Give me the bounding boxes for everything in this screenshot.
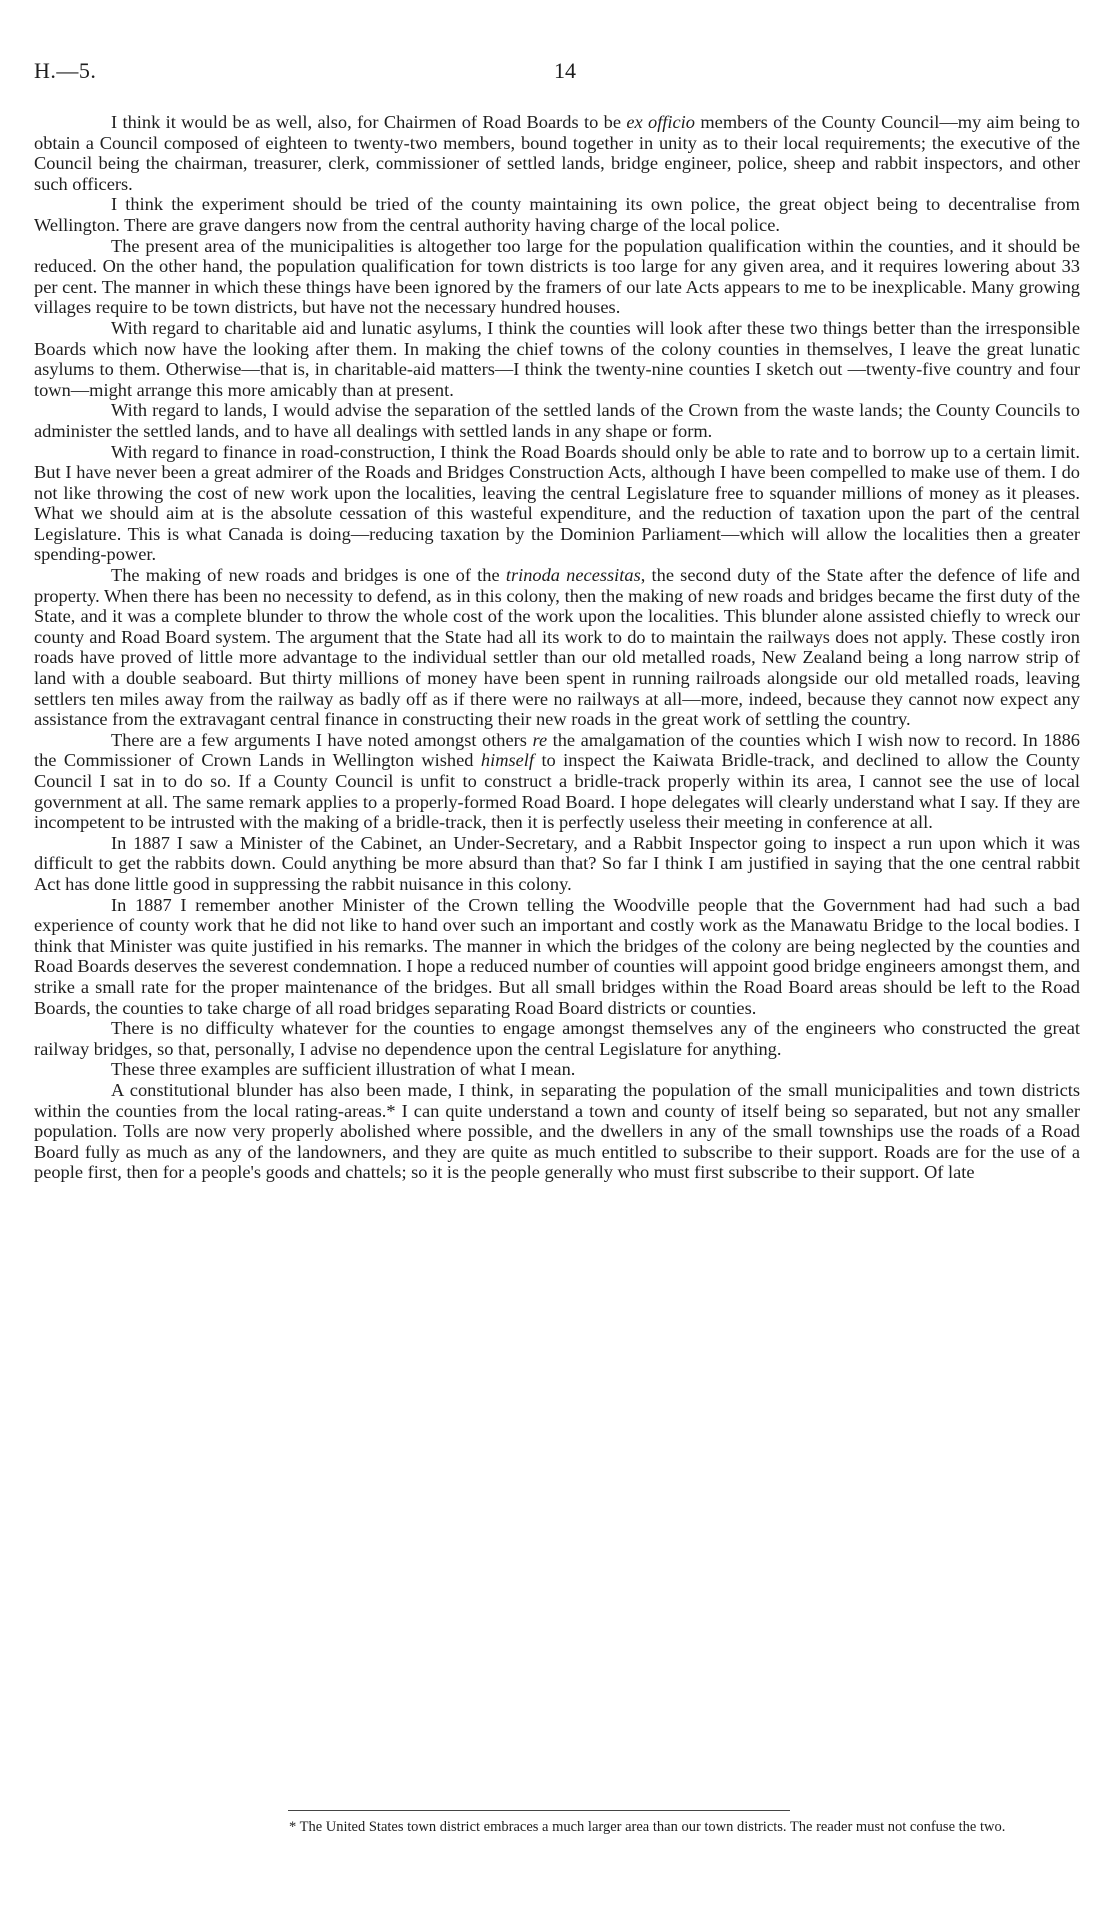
paragraph [34, 730, 1080, 833]
paragraph [34, 895, 1080, 1019]
paragraph [34, 112, 1080, 194]
document-reference: H.—5. [34, 58, 97, 83]
paragraph-text: to inspect the Kaiwata Bridle-track, and declined to allow the County Council I sat in to do so. If a County Council is unfit to construct a bridle-track properly within its area, I cannot see the use of local government at all. The same remark applies to a properly-formed Road Board. I hope delegates will clearly understand what I say. If they are incompetent to be intrusted with the making of a bridle-track, then it is perfectly useless their meeting in conference at all. [34, 750, 1080, 833]
paragraph [34, 400, 1080, 441]
footnote: * The United States town district embraces a much larger area than our town districts. The reader must not confuse the two. [289, 1819, 1006, 1835]
paragraph-text: The present area of the municipalities is altogether too large for the population qualification within the counties, and it should be reduced. On the other hand, the population qualification for town districts is too large for any given area, and it requires lowering about 33 per cent. The manner in which these things have been ignored by the framers of our late Acts appears to me to be inexplicable. Many growing villages require to be town districts, but have not the necessary hundred houses. [34, 235, 1080, 318]
paragraph [34, 1080, 1080, 1183]
paragraph [34, 318, 1080, 400]
italic-text: re [532, 729, 548, 750]
paragraph-text: There are a few arguments I have noted amongst others [111, 729, 533, 750]
paragraph-text: I think it would be as well, also, for Chairmen of Road Boards to be [111, 112, 627, 132]
italic-text: trinoda necessitas [505, 565, 641, 586]
paragraph-text: These three examples are sufficient illustration of what I mean. [111, 1059, 576, 1080]
italic-text: ex officio [626, 112, 695, 132]
paragraph-text: In 1887 I saw a Minister of the Cabinet, an Under-Secretary, and a Rabbit Inspector going to inspect a run upon which it was difficult to get the rabbits down. Could anything be more absurd than that? So far I think I am justified in saying that the one central rabbit Act has done little good in suppressing the rabbit nuisance in this colony. [34, 832, 1080, 894]
paragraph [34, 1018, 1080, 1059]
paragraph [34, 442, 1080, 566]
paragraph-text: With regard to charitable aid and lunatic asylums, I think the counties will look after these two things better than the irresponsible Boards which now have the looking after them. In making the chief towns of the colony counties in themselves, I leave the great lunatic asylums to them. Otherwise—that is, in charitable-aid matters—I think the twenty-nine counties I sketch out —twenty-five country and four town—might arrange this more amicably than at present. [34, 317, 1080, 400]
body-text [34, 112, 1080, 1183]
paragraph-text: The making of new roads and bridges is one of the [111, 565, 506, 586]
page-number: 14 [554, 58, 576, 83]
paragraph-text: With regard to finance in road-construction, I think the Road Boards should only be able to rate and to borrow up to a certain limit. But I have never been a great admirer of the Roads and Bridges Construction Acts, although I have been compelled to make use of them. I do not like throwing the cost of new work upon the localities, leaving the central Legislature free to squander millions of money as it pleases. What we should aim at is the absolute cessation of this wasteful expenditure, and the reduction of taxation upon the part of the central Legislature. This is what Canada is doing—reducing taxation by the Dominion Parliament—which will allow the localities then a greater spending-power. [34, 441, 1080, 565]
paragraph-text: I think the experiment should be tried of the county maintaining its own police, the great object being to decentralise from Wellington. There are grave dangers now from the central authority having charge of the local police. [34, 194, 1080, 235]
paragraph [34, 236, 1080, 318]
paragraph-text: A constitutional blunder has also been made, I think, in separating the population of the small municipalities and town districts within the counties from the local rating-areas.* I can quite understand a town and county of itself being so separated, but not any smaller population. Tolls are now very properly abolished where possible, and the dwellers in any of the small townships use the roads of a Road Board fully as much as any of the landowners, and they are quite as much entitled to subscribe to their support. Roads are for the use of a people first, then for a people's goods and chattels; so it is the people generally who must first subscribe to their support. Of late [34, 1079, 1080, 1183]
paragraph-text: , the second duty of the State after the defence of life and property. When there has been no necessity to defend, as in this colony, then the making of new roads and bridges became the first duty of the State, and it was a complete blunder to throw the whole cost of the work upon the localities. This blunder alone assisted chiefly to wreck our county and Road Board system. The argument that the State had all its work to do to maintain the railways does not apply. These costly iron roads have proved of little more advantage to the individual settler than our old metalled roads, New Zealand being a long narrow strip of land with a double seaboard. But thirty millions of money have been spent in running railroads alongside our old metalled roads, leaving settlers ten miles away from the railway as badly off as if there were no railways at all—more, indeed, because they cannot now expect any assistance from the extravagant central finance in constructing their new roads in the great work of settling the country. [34, 565, 1080, 730]
italic-text: himself [480, 750, 535, 771]
paragraph [34, 833, 1080, 895]
paragraph-text: the amalgamation of the counties which I wish now to record. In 1886 the Commissioner of Crown Lands in Wellington wished [34, 729, 1080, 771]
footnote-rule [288, 1810, 790, 1811]
paragraph-text: members of the County Council—my aim being to obtain a Council composed of eighteen to twenty-two members, bound together in unity as to their local requirements; the executive of the Council being the chairman, treasurer, clerk, commissioner of settled lands, bridge engineer, police, sheep and rabbit inspectors, and other such officers. [34, 112, 1080, 194]
paragraph [34, 565, 1080, 730]
paragraph [34, 1059, 1080, 1080]
paragraph-text: There is no difficulty whatever for the counties to engage amongst themselves any of the engineers who constructed the great railway bridges, so that, personally, I advise no dependence upon the central Legislature for anything. [34, 1018, 1080, 1059]
page-header [34, 58, 1080, 88]
paragraph [34, 194, 1080, 235]
paragraph-text: With regard to lands, I would advise the separation of the settled lands of the Crown from the waste lands; the County Councils to administer the settled lands, and to have all dealings with settled lands in any shape or form. [34, 400, 1080, 441]
paragraph-text: In 1887 I remember another Minister of the Crown telling the Woodville people that the Government had had such a bad experience of county work that he did not like to hand over such an important and costly work as the Manawatu Bridge to the local bodies. I think that Minister was quite justified in his remarks. The manner in which the bridges of the colony are being neglected by the counties and Road Boards deserves the severest condemnation. I hope a reduced number of counties will appoint good bridge engineers amongst them, and strike a small rate for the proper maintenance of the bridges. But all small bridges within the Road Board areas should be left to the Road Boards, the counties to take charge of all road bridges separating Road Board districts or counties. [34, 894, 1080, 1018]
